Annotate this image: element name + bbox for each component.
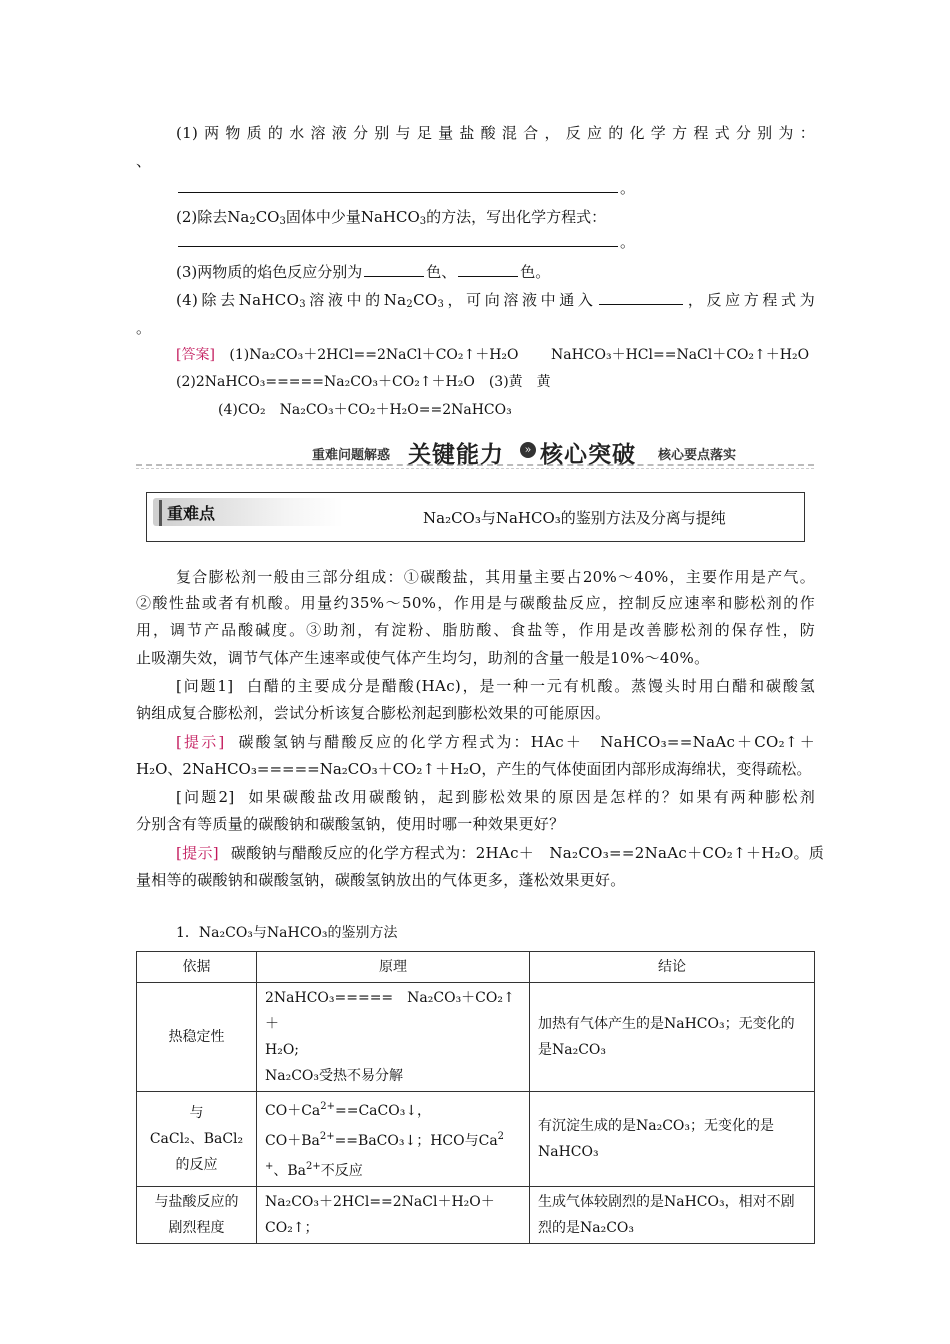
row2-basis: 与 CaCl₂、BaCl₂ 的反应 [137,1092,257,1187]
row3-principle: Na₂CO₃＋2HCl==2NaCl＋H₂O＋ CO₂↑； [257,1187,530,1244]
problem-1-line-1: [问题1] 白醋的主要成分是醋酸(HAc)，是一种一元有机酸。蒸馒头时用白醋和碳酸氢 [176,677,816,695]
hint-1-line-1: [提示] 碳酸氢钠与醋酸反应的化学方程式为：HAc＋ NaHCO₃==NaAc＋CO₂↑＋ [176,733,815,751]
q4-cont: 。 [136,319,152,337]
table-row [137,1092,815,1187]
q4-blank[interactable] [599,288,683,305]
answer-line-3: (4)CO₂ Na₂CO₃＋CO₂＋H₂O==2NaHCO₃ [218,402,512,418]
row1-principle: 2NaHCO₃===== Na₂CO₃＋CO₂↑＋ H₂O; Na₂CO₃受热不易分解 [257,983,530,1092]
banner-title-2: 核心突破 [540,442,636,468]
problem-1-tag: [问题1] [176,677,234,695]
body-line-4: 止吸潮失效，调节气体产生速率或使气体产生均匀，助剂的含量一般是10%～40%。 [136,649,710,667]
header-conclusion: 结论 [530,952,815,983]
banner-left-text: 重难问题解惑 [312,448,391,463]
banner-right-text: 核心要点落实 [658,448,737,463]
chevron-right-icon: » [520,442,536,458]
body-line-1: 复合膨松剂一般由三部分组成：①碳酸盐，其用量主要占20%～40%，主要作用是产气。 [176,568,815,586]
hint-1-line-2: H₂O、2NaHCO₃=====Na₂CO₃＋CO₂↑＋H₂O，产生的气体使面团内部形成海绵状，变得疏松。 [136,760,812,778]
answer-line-1: [答案] (1)Na₂CO₃＋2HCl==2NaCl＋CO₂↑＋H₂O NaHCO₃＋HCl==NaCl＋CO₂↑＋H₂O [176,347,810,363]
q2-blank[interactable] [178,230,618,247]
hint-2-tag: [提示] [176,844,219,862]
key-point-title: Na₂CO₃与NaHCO₃的鉴别方法及分离与提纯 [423,509,726,527]
header-principle: 原理 [257,952,530,983]
q4-text: (4)除去NaHCO$_3$溶液中的$Na_2CO_3$，可向溶液中通入 ，反应方程式为 [176,287,815,318]
body-line-2: ②酸性盐或者有机酸。用量约35%～50%，作用是与碳酸盐反应，控制反应速率和膨松剂的作 [136,594,815,612]
q1-answer-line: 。 [176,176,635,198]
row2-conclusion: 有沉淀生成的是Na₂CO₃；无变化的是NaHCO₃ [530,1092,815,1187]
hint-2-line-2: 量相等的碳酸钠和碳酸氢钠，碳酸氢钠放出的气体更多，蓬松效果更好。 [136,871,626,889]
q1-blank[interactable] [178,176,618,193]
row3-conclusion: 生成气体较剧烈的是NaHCO₃，相对不剧烈的是Na₂CO₃ [530,1187,815,1244]
section-heading: 1．Na₂CO₃与NaHCO₃的鉴别方法 [176,925,398,941]
problem-2-line-1: [问题2] 如果碳酸盐改用碳酸钠，起到膨松效果的原因是怎样的？如果有两种膨松剂 [176,788,815,806]
answer-tag: [答案] [176,347,215,363]
q2-answer-line: 。 [176,230,635,252]
row1-basis: 热稳定性 [137,983,257,1092]
q2-text: (2)除去$Na_2CO_3$固体中少量NaHCO$_3$的方法，写出化学方程式： [176,208,607,227]
answer-line-2: (2)2NaHCO₃=====Na₂CO₃＋CO₂↑＋H₂O (3)黄 黄 [176,374,551,390]
key-point-box [146,492,805,542]
q1-cont: 、 [136,152,152,170]
key-point-tab [153,498,343,526]
row3-basis: 与盐酸反应的 剧烈程度 [137,1187,257,1244]
table-row [137,1187,815,1244]
table-row [137,983,815,1092]
row1-conclusion: 加热有气体产生的是NaHCO₃；无变化的是Na₂CO₃ [530,983,815,1092]
q3-text: (3)两物质的焰色反应分别为 色、 色。 [176,259,550,285]
header-basis: 依据 [137,952,257,983]
q3-blank-2[interactable] [458,260,518,277]
problem-2-line-2: 分别含有等质量的碳酸钠和碳酸氢钠，使用时哪一种效果更好？ [136,815,565,833]
body-line-3: 用，调节产品酸碱度。③助剂，有淀粉、脂肪酸、食盐等，作用是改善膨松剂的保存性，防 [136,621,815,639]
section-banner [136,436,814,470]
hint-2-line-1: [提示] 碳酸钠与醋酸反应的化学方程式为：2HAc＋ Na₂CO₃==2NaAc＋CO₂↑＋H₂O。质 [176,844,825,862]
q3-blank-1[interactable] [364,260,424,277]
problem-1-line-2: 钠组成复合膨松剂，尝试分析该复合膨松剂起到膨松效果的可能原因。 [136,704,611,722]
problem-2-tag: [问题2] [176,788,235,806]
row2-principle: $CO+Ca^{2+}==CaCO_3↓$， $CO+Ba^{2+}==BaCO_3↓$；HCO与Ca$^2$ +、$Ba^{2+}$不反应 [257,1092,530,1187]
q1-text: (1)两物质的水溶液分别与足量盐酸混合，反应的化学方程式分别为： [176,124,815,142]
key-point-label: 重难点 [167,504,216,523]
identification-table [136,951,815,1244]
banner-title-1: 关键能力 [408,442,504,468]
table-header-row [137,952,815,983]
hint-1-tag: [提示] [176,733,225,751]
